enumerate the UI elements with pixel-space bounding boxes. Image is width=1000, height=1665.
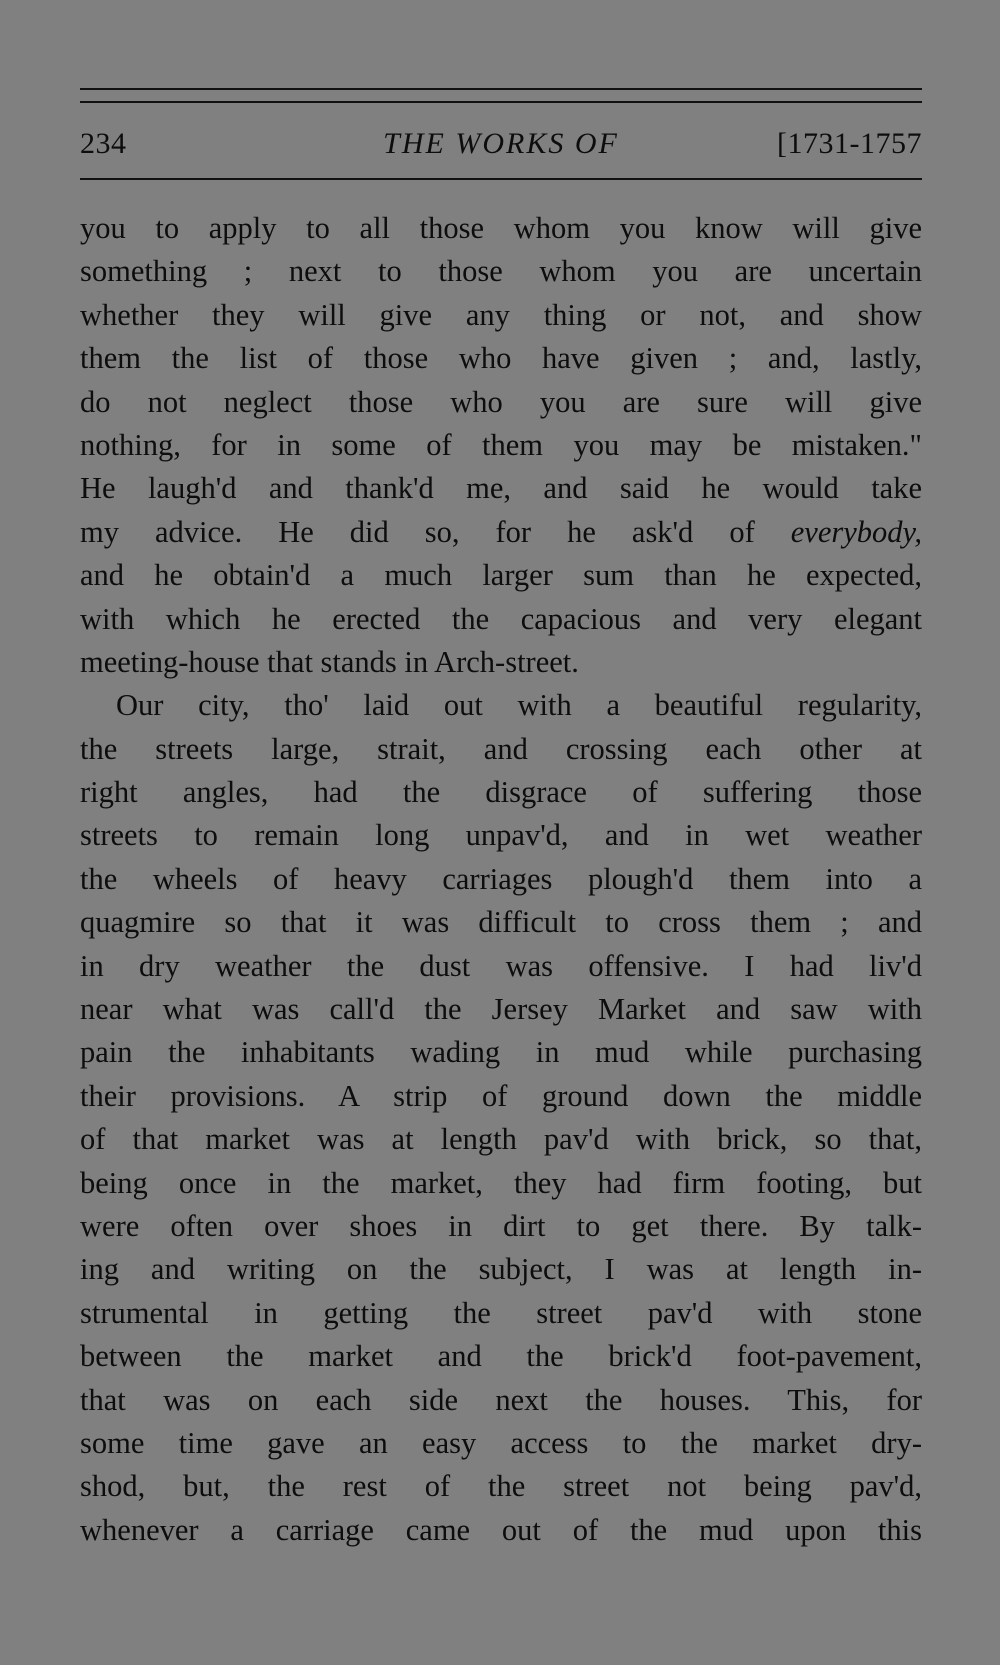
header-rule-bottom [80,178,922,180]
text-line: streets to remain long unpav'd, and in wet weather [80,818,922,853]
text-line: the wheels of heavy carriages plough'd them into a [80,861,922,896]
running-head [80,120,922,168]
text-line: were often over shoes in dirt to get there. By talk- [80,1208,922,1243]
text-line: do not neglect those who you are sure will give [80,384,922,419]
text-line: something ; next to those whom you are uncertain [80,254,922,289]
italic-word: everybody, [790,514,922,549]
text-segment: my advice. He did so, for he ask'd of [80,514,755,549]
text-line: quagmire so that it was difficult to cross them ; and [80,905,922,940]
text-line: the streets large, strait, and crossing each other at [80,731,922,766]
text-line: and he obtain'd a much larger sum than he expected, [80,558,922,593]
text-line: near what was call'd the Jersey Market and saw with [80,992,922,1027]
text-line: meeting-house that stands in Arch-street. [80,644,579,679]
text-line: whenever a carriage came out of the mud upon this [80,1512,922,1547]
header-rule-second [80,101,922,103]
text-line: Our city, tho' laid out with a beautiful regularity, [116,688,922,723]
paragraph-2 [80,684,922,1552]
text-line: right angles, had the disgrace of suffering those [80,775,922,810]
text-line: nothing, for in some of them you may be mistaken." [80,427,922,462]
text-line: in dry weather the dust was offensive. I had liv'd [80,948,922,983]
text-line: that was on each side next the houses. This, for [80,1382,922,1417]
text-line: with which he erected the capacious and very elegant [80,601,922,636]
text-line: some time gave an easy access to the market dry- [80,1425,922,1460]
book-page [80,0,922,1665]
body-text [80,207,922,1552]
text-line: being once in the market, they had firm footing, but [80,1165,922,1200]
header-rule-top [80,88,922,90]
text-line-with-italic [80,511,922,554]
text-line: them the list of those who have given ; and, lastly, [80,341,922,376]
text-line: shod, but, the rest of the street not being pav'd, [80,1469,922,1504]
text-line: their provisions. A strip of ground down the middle [80,1078,922,1113]
text-line: ing and writing on the subject, I was at length in- [80,1252,922,1287]
text-line: whether they will give any thing or not, and show [80,297,922,332]
text-line: you to apply to all those whom you know will give [80,211,922,245]
text-line: strumental in getting the street pav'd with stone [80,1295,922,1330]
paragraph-1 [80,207,922,684]
running-title: THE WORKS OF [383,127,619,160]
text-line: He laugh'd and thank'd me, and said he would take [80,471,922,506]
text-line: pain the inhabitants wading in mud while purchasing [80,1035,922,1070]
page-number: 234 [80,127,127,160]
running-dates: [1731-1757 [777,127,922,160]
text-line: between the market and the brick'd foot-pavement, [80,1339,922,1374]
text-line: of that market was at length pav'd with brick, so that, [80,1122,922,1157]
